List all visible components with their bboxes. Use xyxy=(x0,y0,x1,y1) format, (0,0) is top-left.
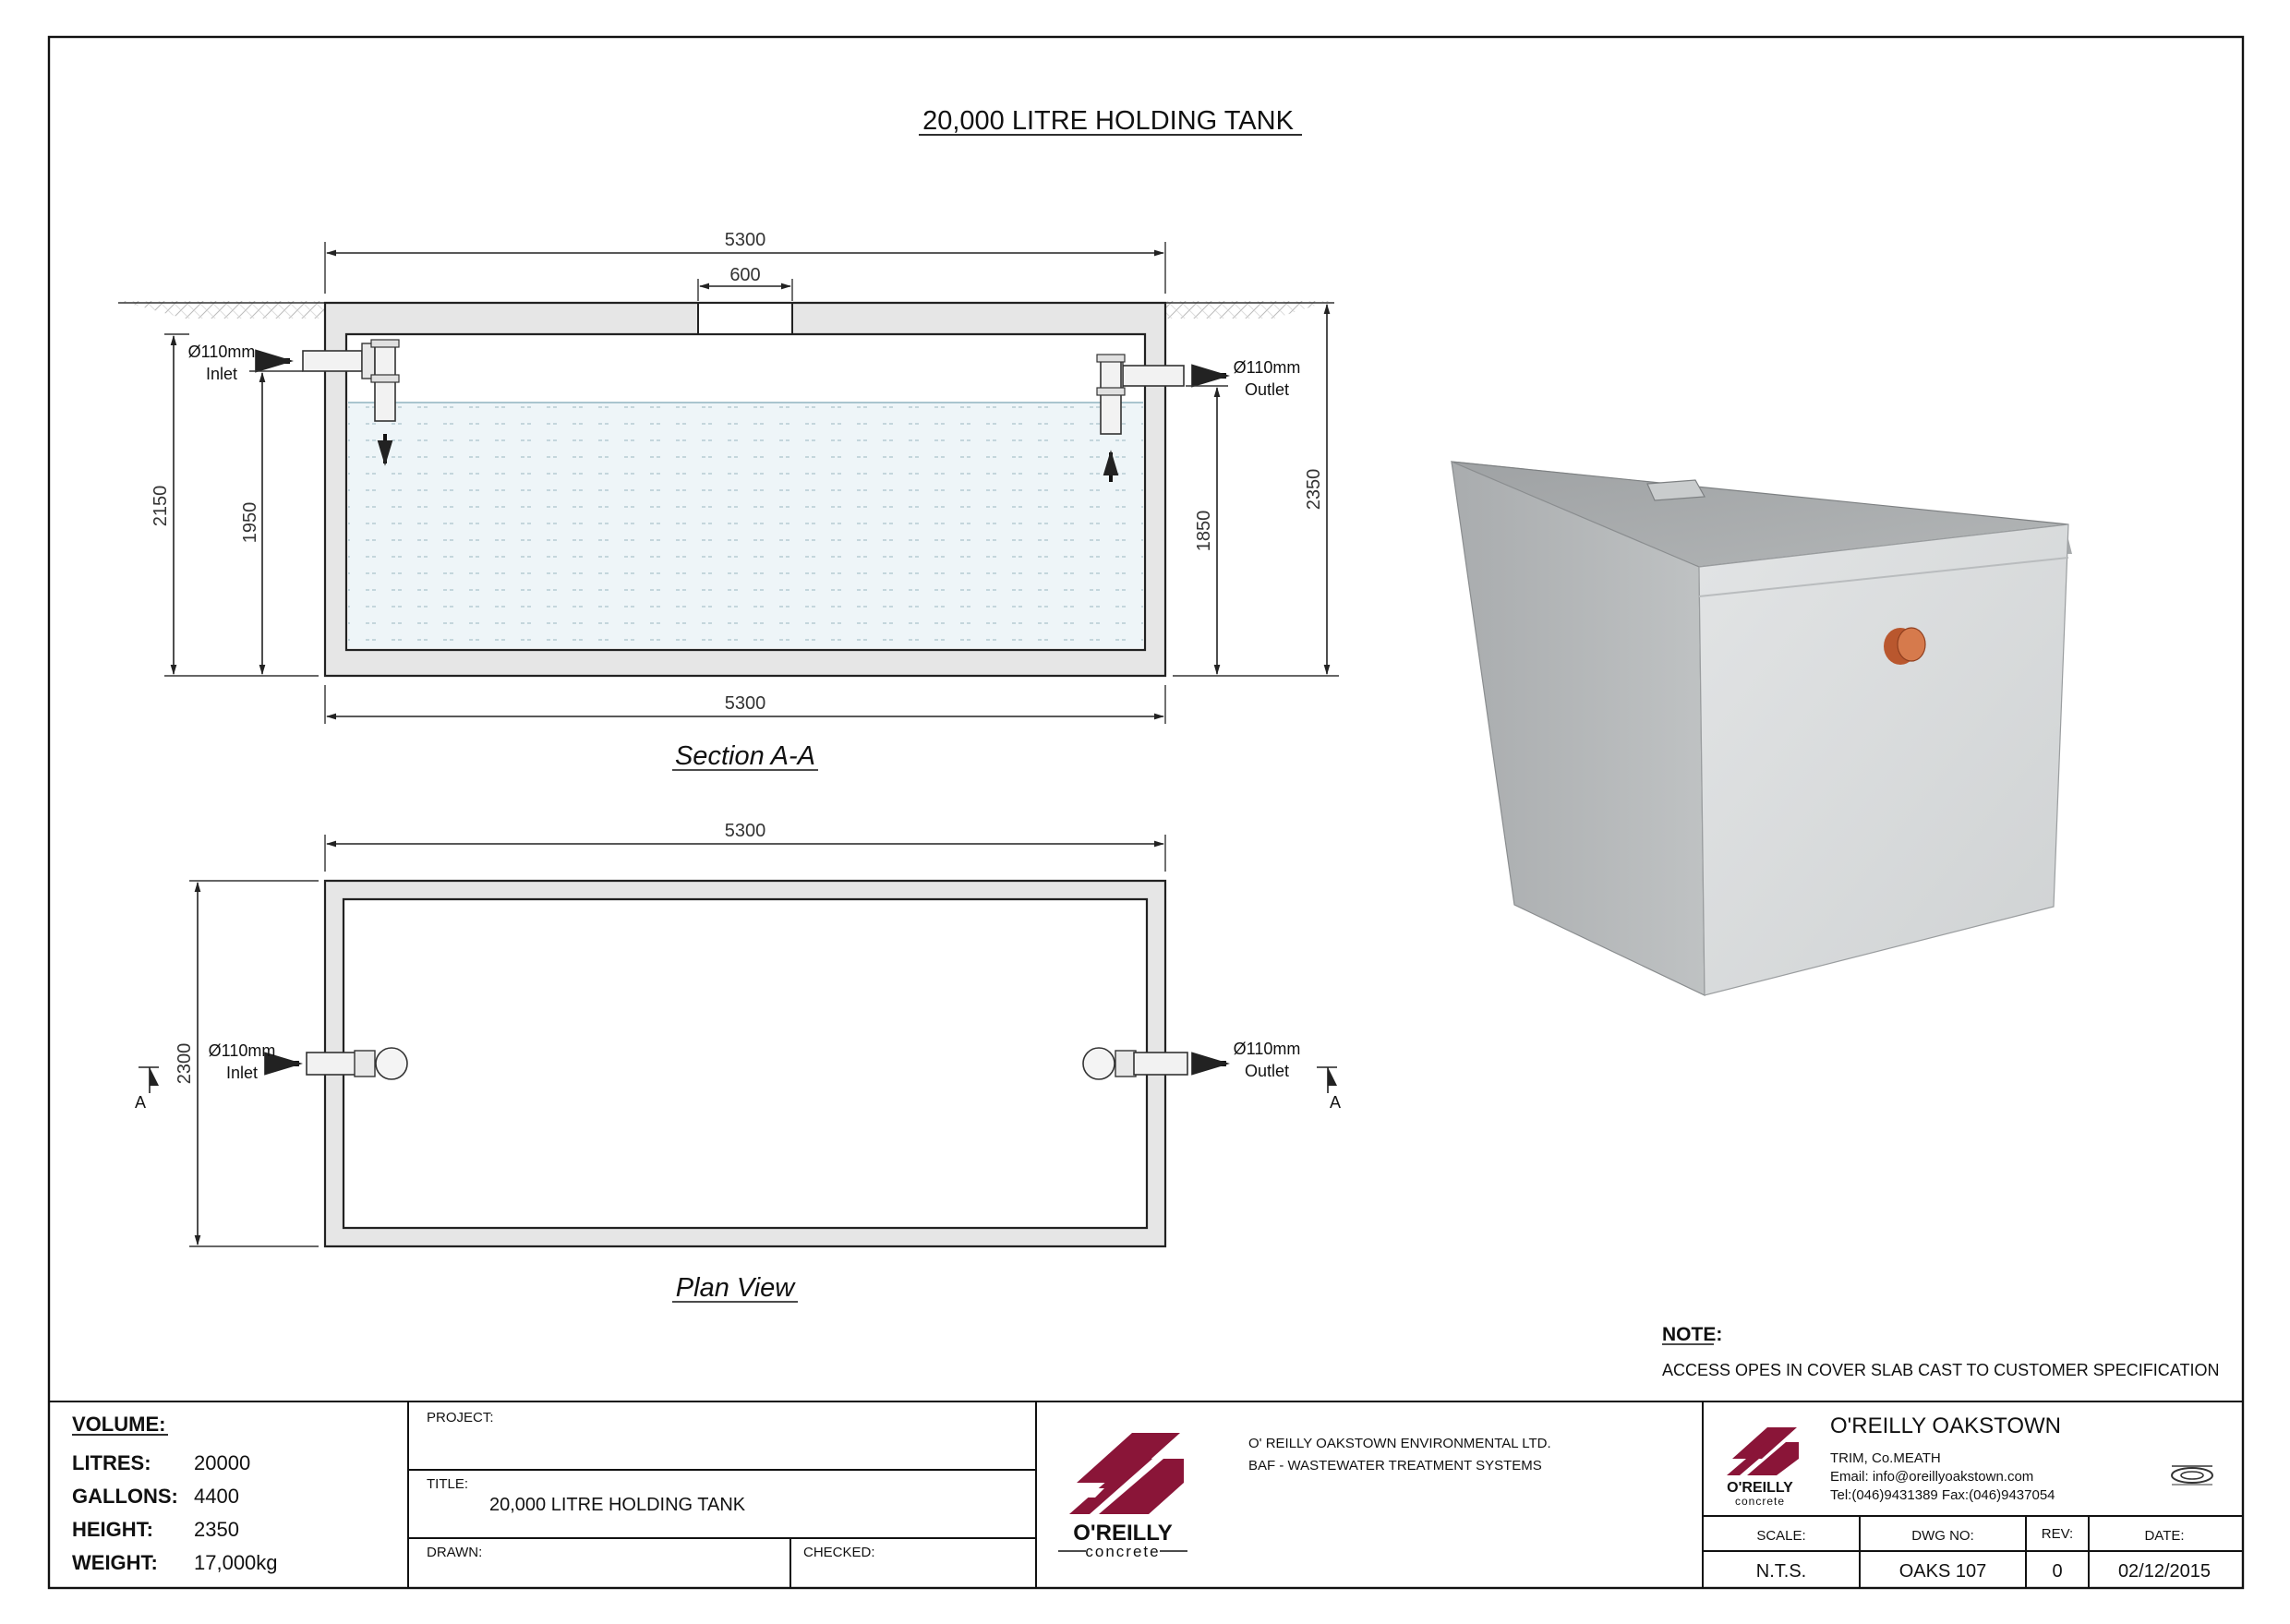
dim-bottom-width-text: 5300 xyxy=(724,693,766,714)
inlet-size-label: Ø110mm xyxy=(187,343,256,361)
section-view xyxy=(118,230,1339,771)
render-access-opening xyxy=(1647,480,1705,500)
company-name: O'REILLY OAKSTOWN xyxy=(1830,1413,2061,1438)
company-phone: Tel:(046)9431389 Fax:(046)9437054 xyxy=(1830,1487,2055,1503)
title-value: 20,000 LITRE HOLDING TANK xyxy=(489,1495,746,1515)
company-line-1: O' REILLY OAKSTOWN ENVIRONMENTAL LTD. xyxy=(1248,1436,1551,1451)
dim-access-text: 600 xyxy=(729,265,761,285)
inlet-pipe xyxy=(303,351,362,371)
dwg-value: OAKS 107 xyxy=(1898,1561,1987,1582)
scale-label: SCALE: xyxy=(1756,1528,1806,1544)
drawing-title: 20,000 LITRE HOLDING TANK xyxy=(922,106,1294,136)
dim-height-left-text: 2150 xyxy=(151,485,171,527)
note-text: ACCESS OPES IN COVER SLAB CAST TO CUSTOMER SPECIFICATION xyxy=(1662,1361,2220,1379)
checked-label: CHECKED: xyxy=(803,1545,875,1560)
plan-outlet-size-label: Ø110mm xyxy=(1233,1040,1301,1058)
spec-label-gallons: GALLONS: xyxy=(72,1485,178,1508)
inlet-tee-cap xyxy=(371,340,399,347)
render-outlet-pipe-end xyxy=(1898,628,1925,661)
inlet-tee-band xyxy=(371,375,399,382)
plan-outlet-riser xyxy=(1083,1048,1115,1079)
date-value: 02/12/2015 xyxy=(2117,1561,2212,1582)
plan-outlet-coupler xyxy=(1115,1051,1136,1077)
company-address: TRIM, Co.MEATH xyxy=(1830,1450,1941,1466)
water-fill xyxy=(348,403,1143,648)
spec-label-litres: LITRES: xyxy=(72,1451,151,1474)
ground-hatch-left xyxy=(120,301,325,319)
access-opening xyxy=(698,303,792,334)
plan-inlet-size-label: Ø110mm xyxy=(208,1041,276,1060)
section-marker-right-arrow xyxy=(1328,1067,1337,1086)
inlet-label: Inlet xyxy=(205,365,238,383)
inlet-coupler xyxy=(362,343,375,379)
logo-name: O'REILLY xyxy=(1073,1521,1173,1546)
ground-hatch-right xyxy=(1165,301,1330,319)
plan-walls xyxy=(325,881,1165,1246)
plan-dim-width-text: 5300 xyxy=(724,821,766,841)
outlet-label: Outlet xyxy=(1244,380,1290,399)
company-logo-small xyxy=(1727,1427,1799,1508)
render-front-face xyxy=(1699,524,2068,995)
tank-3d-render xyxy=(1452,462,2072,995)
scale-value: N.T.S. xyxy=(1755,1561,1807,1582)
outlet-pipe xyxy=(1123,366,1184,386)
spec-label-height: HEIGHT: xyxy=(72,1518,153,1541)
spec-value-weight: 17,000kg xyxy=(194,1551,278,1574)
plan-outlet-pipe xyxy=(1134,1053,1187,1075)
small-logo-sub: concrete xyxy=(1734,1495,1786,1508)
logo-sub: concrete xyxy=(1085,1543,1161,1560)
plan-dim-depth-text: 2300 xyxy=(175,1042,195,1085)
plan-outlet-label: Outlet xyxy=(1244,1062,1290,1080)
dim-height-outlet-text: 1850 xyxy=(1194,510,1214,552)
plan-inlet-label: Inlet xyxy=(225,1064,259,1082)
section-marker-right: A xyxy=(1329,1093,1342,1112)
rev-value: 0 xyxy=(2052,1561,2063,1582)
note-heading: NOTE: xyxy=(1662,1324,1723,1345)
plan-inlet-riser xyxy=(376,1048,407,1079)
section-marker-left-arrow xyxy=(150,1067,159,1086)
section-marker-left: A xyxy=(134,1093,147,1112)
certification-icon xyxy=(2172,1466,2212,1485)
plan-view xyxy=(135,821,1341,1303)
rev-label: REV: xyxy=(2041,1526,2074,1542)
drawn-label: DRAWN: xyxy=(427,1545,483,1560)
plan-inlet-coupler xyxy=(355,1051,375,1077)
dim-height-total-text: 2350 xyxy=(1304,468,1324,511)
project-label: PROJECT: xyxy=(427,1410,494,1426)
small-logo-name: O'REILLY xyxy=(1727,1480,1793,1496)
company-email: Email: info@oreillyoakstown.com xyxy=(1830,1469,2034,1485)
spec-value-litres: 20000 xyxy=(194,1451,251,1474)
spec-label-weight: WEIGHT: xyxy=(72,1551,158,1574)
date-label: DATE: xyxy=(2144,1528,2185,1544)
section-label: Section A-A xyxy=(674,741,816,771)
spec-value-gallons: 4400 xyxy=(194,1485,239,1508)
outlet-tee-cap xyxy=(1097,355,1125,362)
title-label: TITLE: xyxy=(427,1476,469,1492)
specs-heading: VOLUME: xyxy=(72,1413,166,1436)
plan-inlet-pipe xyxy=(307,1053,360,1075)
dim-top-width-text: 5300 xyxy=(724,230,766,250)
spec-value-height: 2350 xyxy=(194,1518,239,1541)
dim-height-inlet-text: 1950 xyxy=(240,501,260,544)
dwg-label: DWG NO: xyxy=(1911,1528,1974,1544)
outlet-size-label: Ø110mm xyxy=(1233,358,1301,377)
plan-label: Plan View xyxy=(675,1273,795,1303)
outlet-tee-band xyxy=(1097,388,1125,395)
title-block xyxy=(72,1401,2243,1588)
company-line-2: BAF - WASTEWATER TREATMENT SYSTEMS xyxy=(1248,1458,1542,1474)
company-logo xyxy=(1058,1433,1187,1560)
